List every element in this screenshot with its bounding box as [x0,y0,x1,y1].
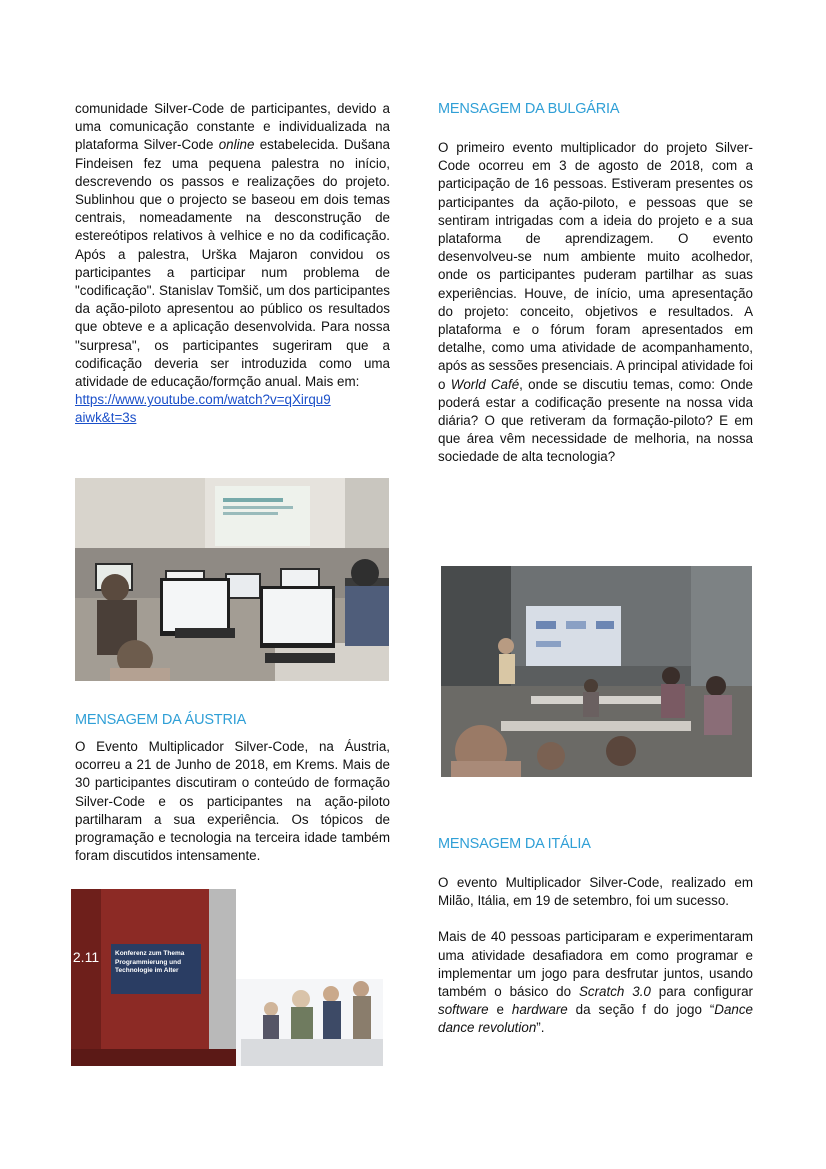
italy-text-2 [438,928,753,1037]
sign-line-2: Programmierung und [115,958,182,966]
left-column [75,100,390,428]
italy-text-1: O evento Multiplicador Silver-Code, realizado em Milão, Itália, em 19 de setembro, foi um sucesso. [438,875,753,909]
italy-text-2-b: para configurar [650,984,753,1000]
italy-scratch: Scratch 3.0 [578,984,651,1000]
sign-room-number: 2.11 [72,949,100,965]
italy-game-title: Dance dance revolution [438,1002,753,1036]
italy-section [438,835,753,1038]
italy-heading: MENSAGEM DA ITÁLIA [438,836,591,852]
italy-text-2-c: e [488,1002,512,1018]
slovenia-text-online: online [218,137,255,153]
sign-line-3: Technologie im Alter [115,967,179,974]
slovenia-text-part1: comunidade Silver-Code de participantes, devido a uma comunicação constante e individualizada na plataforma Silver-Code [75,101,390,153]
photo-austria-conference [71,889,383,1066]
bulgaria-heading: MENSAGEM DA BULGÁRIA [438,101,620,117]
bulgaria-text [438,139,753,467]
austria-heading: MENSAGEM DA ÁUSTRIA [75,712,247,728]
austria-text: O Evento Multiplicador Silver-Code, na Áustria, ocorreu a 21 de Junho de 2018, em Krems. Mais de 30 participantes discutiram o conteúdo de formação Silver-Code e os participantes na ação-piloto partilharam a sua experiência. Os tópicos de programação e tecnologia na terceira idade também foram discutidos intensamente. [75,739,390,864]
italy-text-2-a: Mais de 40 pessoas participaram e experimentaram uma atividade desafiadora em como programar e implementar um jogo para desfrutar juntos, usando também o básico do [438,929,753,1000]
bulgaria-section [438,100,753,467]
bulgaria-text-part2: , onde se discutiu temas, como: Onde poderá estar a codificação presente na nossa vida diária? O que retiveram da formação-piloto? E em que área vêm necessidade de melhoria, na nossa sociedade de alta tecnologia? [438,376,753,465]
youtube-link[interactable] [75,391,390,427]
bulgaria-world-cafe: World Café [450,376,520,392]
photo-bulgaria-presentation [441,566,752,777]
sign-text [115,950,201,976]
photo-computer-classroom [75,478,389,681]
slovenia-text-part2: estabelecida. Dušana Findeisen fez uma pequena palestra no início, descrevendo os passos e realizações do projeto. Sublinhou que o projecto se baseou em dois temas centrais, nomeadamente na desconstrução de estereótipos relativos à velhice e no da codificação. Após a palestra, Urška Majaron convidou os participantes a participar num problema de "codificação". Stanislav Tomšič, um dos participantes da ação-piloto apresentou ao público os resultados que obteve e a aplicação desenvolvida. Para nossa "surpresa", os participantes sugeriram que a codificação deveria ser introduzida como uma atividade de educação/formção anual. Mais em: [75,137,390,390]
austria-section [75,711,390,865]
italy-text-2-e: ”. [536,1020,545,1036]
youtube-link-line1: https://www.youtube.com/watch?v=qXirqu9 [75,392,331,408]
italy-hardware: hardware [511,1002,568,1018]
slovenia-text [75,100,390,391]
bulgaria-text-part1: O primeiro evento multiplicador do projeto Silver-Code ocorreu em 3 de agosto de 2018, com a participação de 16 pessoas. Estiveram presentes os participantes da ação-piloto, e pessoas que se sentiram intrigadas com a ideia do projeto e a sua plataforma de aprendizagem. O evento desenvolveu-se num ambiente muito acolhedor, onde os participantes puderam partilhar as suas experiências. Houve, de início, uma apresentação do projeto: conceito, objetivos e resultados. A plataforma e o fórum foram apresentados em detalhe, como uma atividade de acompanhamento, após as sessões presenciais. A principal atividade foi o [438,140,753,392]
italy-text-2-d: da seção f do jogo “ [567,1002,715,1018]
sign-line-1: Konferenz zum Thema [115,950,185,957]
italy-software: software [438,1002,489,1018]
youtube-link-line2: aiwk&t=3s [75,410,137,426]
